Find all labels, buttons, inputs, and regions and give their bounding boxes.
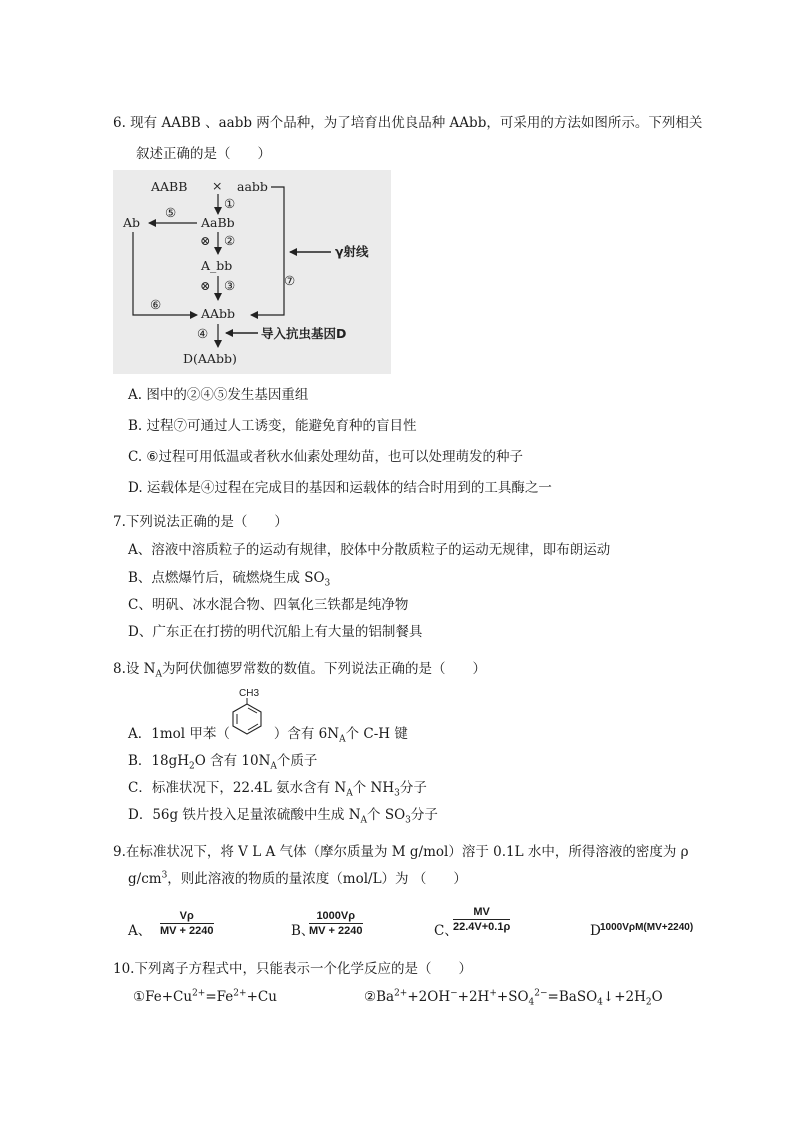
step-5-label: ⑤ xyxy=(165,205,177,220)
target-aabb: AAbb xyxy=(201,306,236,321)
q8-option-b: B．$18gH_2O$ 含有 $10N_A$个质子 xyxy=(128,753,318,772)
q9-option-b-fraction xyxy=(309,910,363,937)
insert-gene-label: 导入抗虫基因D xyxy=(261,326,347,341)
parent-aabb-recessive: aabb xyxy=(237,179,268,194)
q6-option-d: D. 运载体是④过程在完成目的基因和运载体的结合时用到的工具酶之一 xyxy=(128,480,552,496)
q9-c-denominator: 22.4V+0.1ρ xyxy=(453,921,511,933)
step-6-label: ⑥ xyxy=(150,297,162,312)
step-4-label: ④ xyxy=(197,326,209,341)
q6-stem-line2: 叙述正确的是（ ） xyxy=(136,146,271,162)
hybrid-aabb: AaBb xyxy=(201,215,235,230)
arrow-6 xyxy=(133,232,197,315)
q6-option-a: A. 图中的②④⑤发生基因重组 xyxy=(128,387,309,403)
q9-stem-line2: $g/cm^3$，则此溶液的物质的量浓度（mol/L）为 （ ） xyxy=(128,870,467,887)
q9-a-numerator: Vρ xyxy=(160,910,214,924)
q7-stem: 7.下列说法正确的是（ ） xyxy=(113,514,288,530)
q9-b-denominator: MV + 2240 xyxy=(309,925,363,937)
ch3-group-label: CH3 xyxy=(239,688,260,699)
q9-a-denominator: MV + 2240 xyxy=(160,925,214,937)
q9-option-a-fraction xyxy=(160,910,214,937)
q10-equation-1: $①Fe+Cu^{2+}=Fe^{2+}+Cu$ xyxy=(133,988,277,1005)
q9-b-numerator: 1000Vρ xyxy=(309,910,363,924)
step-7-label: ⑦ xyxy=(284,273,296,288)
arrow-7 xyxy=(251,187,284,315)
q9-option-d-expression: 1000VρM(MV+2240) xyxy=(600,922,694,933)
q10-stem: 10.下列离子方程式中，只能表示一个化学反应的是（ ） xyxy=(113,961,472,977)
q6-option-b: B. 过程⑦可通过人工诱变，能避免育种的盲目性 xyxy=(128,418,417,434)
q9-option-c-label: C、 xyxy=(434,923,458,939)
selfing-symbol-1: ⊗ xyxy=(200,233,211,248)
q7-option-d: D、广东正在打捞的明代沉船上有大量的铝制餐具 xyxy=(128,624,423,640)
q9-option-b-label: B、 xyxy=(291,923,315,939)
breeding-diagram xyxy=(113,170,391,374)
selfing-symbol-2: ⊗ xyxy=(200,278,211,293)
q6-stem-line1: 6. 现有 AABB 、aabb 两个品种，为了培育出优良品种 AAbb，可采用的方法如图所示。下列相关 xyxy=(113,115,703,131)
q7-option-a: A、溶液中溶质粒子的运动有规律，胶体中分散质粒子的运动无规律，即布朗运动 xyxy=(128,542,611,558)
q7-option-c: C、明矾、冰水混合物、四氧化三铁都是纯净物 xyxy=(128,597,409,613)
parent-aabb-dominant: AABB xyxy=(151,179,188,194)
q10-equation-2: $②Ba^{2+}+2OH^-+2H^++SO_4^{2-}=BaSO_4↓+2H_2O$ xyxy=(364,988,663,1008)
gamma-ray-label: γ射线 xyxy=(335,244,369,259)
step-3-label: ③ xyxy=(224,278,236,293)
step-2-label: ② xyxy=(224,233,236,248)
step-1-label: ① xyxy=(224,196,236,211)
offspring-a-bb: A_bb xyxy=(201,258,233,273)
q8-option-d: D．56g 铁片投入足量浓硫酸中生成 $N_A$个 $SO_3$分子 xyxy=(128,807,438,826)
q6-option-c: C. ⑥过程可用低温或者秋水仙素处理幼苗，也可以处理萌发的种子 xyxy=(128,449,524,465)
q9-option-a-label: A、 xyxy=(128,923,152,939)
final-d-aabb: D(AAbb) xyxy=(183,351,237,366)
cross-symbol: × xyxy=(212,178,223,193)
q8-option-a: A．1mol 甲苯（ ）含有 $6N_A$个 C-H 键 xyxy=(128,726,408,745)
q9-option-c-fraction xyxy=(453,906,510,933)
q9-stem-line1: 9.在标准状况下，将 V L A 气体（摩尔质量为 M g/mol）溶于 0.1L 水中，所得溶液的密度为 ρ xyxy=(113,844,689,860)
q8-stem: 8.设 $N_A$为阿伏伽德罗常数的数值。下列说法正确的是（ ） xyxy=(113,661,486,680)
q9-option-d-label: D xyxy=(590,923,601,939)
q9-c-numerator: MV xyxy=(453,906,510,920)
q8-option-c: C．标准状况下，22.4L 氨水含有 $N_A$个 $NH_3$分子 xyxy=(128,780,427,799)
haploid-ab: Ab xyxy=(123,215,141,230)
q7-option-b: B、点燃爆竹后，硫燃烧生成 $SO_3$ xyxy=(128,570,331,589)
